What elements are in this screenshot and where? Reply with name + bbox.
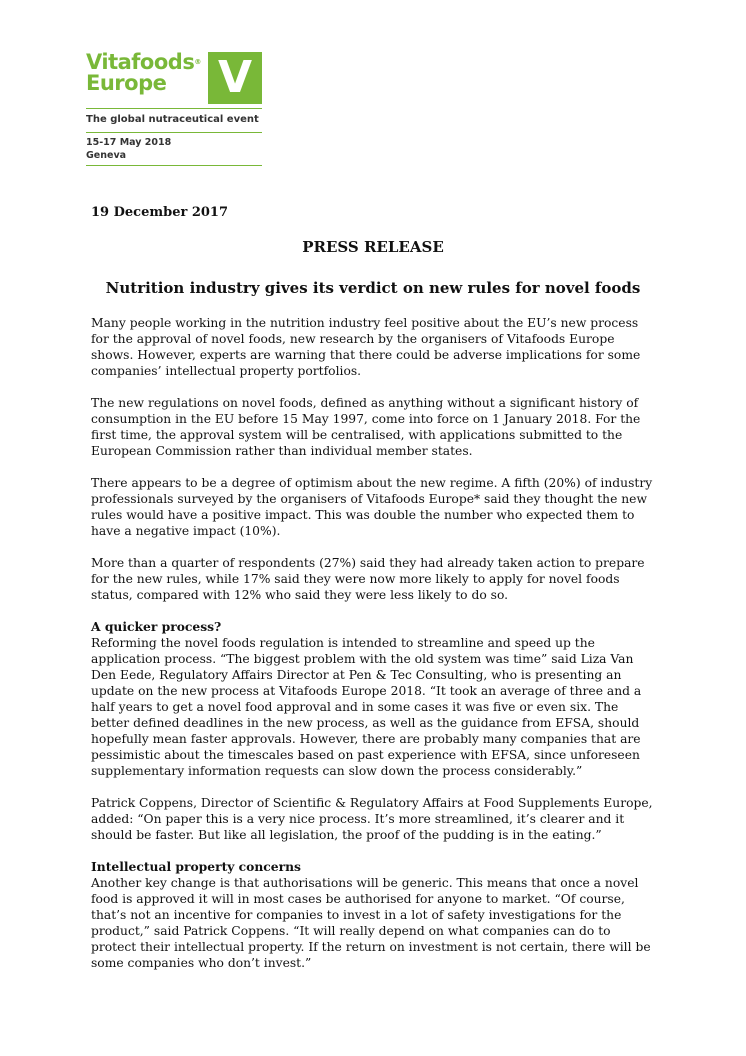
release-date: 19 December 2017 xyxy=(91,205,229,220)
logo-registered-mark: ® xyxy=(194,58,201,66)
press-release-label: PRESS RELEASE xyxy=(302,238,444,256)
paragraph: Patrick Coppens, Director of Scientific & Regulatory Affairs at Food Supplements Europe, added: “On paper this is a very nice process. It’s more streamlined, it’s clearer and it should be faster. But like all legislation, the proof of the pudding is in the eating.” xyxy=(91,796,653,842)
vitafoods-europe-logo xyxy=(86,50,262,161)
logo-v-mark: V xyxy=(208,52,262,104)
headline: Nutrition industry gives its verdict on new rules for novel foods xyxy=(105,279,641,297)
paragraph: The new regulations on novel foods, defined as anything without a significant history of consumption in the EU before 15 May 1997, come into force on 1 January 2018. For the first time, the approval system will be centralised, with applications submitted to the European Commission rather than individual member states. xyxy=(91,396,641,458)
paragraph: Another key change is that authorisations will be generic. This means that once a novel food is approved it will in most cases be authorised for anyone to market. “Of course, that’s not an incentive for companies to invest in a lot of safety investigations for the product,” said Patrick Coppens. “It will really depend on what companies can do to protect their intellectual property. If the return on investment is not certain, there will be some companies who don’t invest.” xyxy=(91,876,651,970)
logo-tagline: The global nutraceutical event xyxy=(86,114,259,125)
logo-divider xyxy=(86,108,262,109)
logo-word-europe: Europe xyxy=(86,71,167,95)
paragraph: There appears to be a degree of optimism about the new regime. A fifth (20%) of industry professionals surveyed by the organisers of Vitafoods Europe* said they thought the new rules would have a positive impact. This was double the number who expected them to have a negative impact (10%). xyxy=(91,476,653,538)
logo-divider xyxy=(86,132,262,133)
paragraph: Many people working in the nutrition industry feel positive about the EU’s new process for the approval of novel foods, new research by the organisers of Vitafoods Europe shows. However, experts are warning that there could be adverse implications for some companies’ intellectual property portfolios. xyxy=(91,316,641,378)
section-heading: Intellectual property concerns xyxy=(91,859,301,874)
paragraph: Reforming the novel foods regulation is intended to streamline and speed up the application process. “The biggest problem with the old system was time” said Liza Van Den Eede, Regulatory Affairs Director at Pen & Tec Consulting, who is presenting an update on the new process at Vitafoods Europe 2018. “It took an average of three and a half years to get a novel food approval and in some cases it was five or even six. The better defined deadlines in the new process, as well as the guidance from EFSA, should hopefully mean faster approvals. However, there are probably many companies that are pessimistic about the timescales based on past experience with EFSA, since unforeseen supplementary information requests can slow down the process considerably.” xyxy=(91,636,642,778)
section-heading: A quicker process? xyxy=(91,619,222,634)
event-info xyxy=(86,136,171,162)
event-city: Geneva xyxy=(86,150,127,161)
event-dates: 15-17 May 2018 xyxy=(86,137,172,148)
article-body xyxy=(91,315,657,987)
paragraph: More than a quarter of respondents (27%) said they had already taken action to prepare for the new rules, while 17% said they were now more likely to apply for novel foods status, compared with 12% who said they were less likely to do so. xyxy=(91,556,645,602)
logo-divider xyxy=(86,165,262,166)
logo-word-vitafoods: Vitafoods xyxy=(86,50,195,74)
